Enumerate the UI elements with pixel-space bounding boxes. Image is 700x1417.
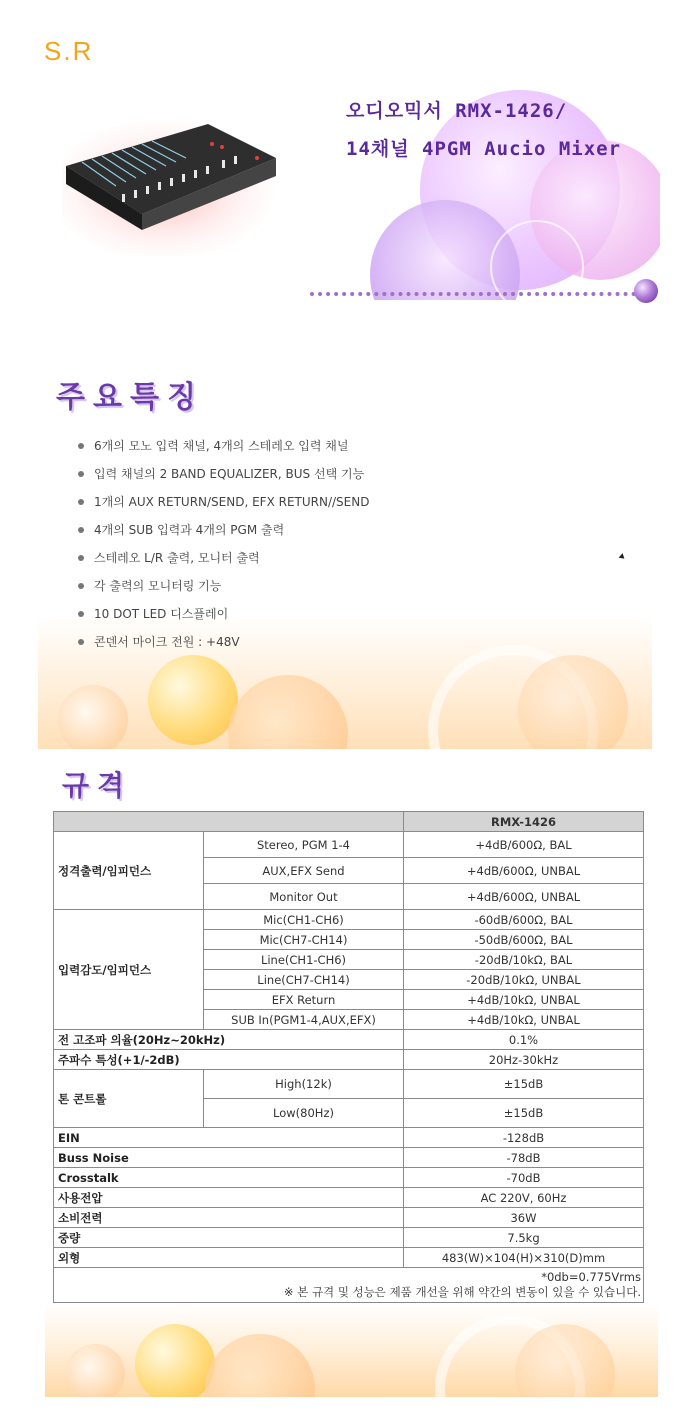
table-row: Low(80Hz) ±15dB bbox=[54, 1099, 644, 1128]
table-row: Mic(CH7-CH14) -50dB/600Ω, BAL bbox=[54, 930, 644, 950]
table-row: EIN -128dB bbox=[54, 1128, 644, 1148]
mixer-product-image bbox=[62, 118, 280, 256]
pearl-ornament-icon bbox=[634, 279, 658, 303]
features-list bbox=[74, 432, 634, 656]
brand-logo: S.R bbox=[44, 36, 94, 66]
table-row: 전 고조파 의율(20Hz~20kHz) 0.1% bbox=[54, 1030, 644, 1050]
list-item: 4개의 SUB 입력과 4개의 PGM 출력 bbox=[74, 516, 634, 544]
table-row: 정격출력/임피던스 Stereo, PGM 1-4 +4dB/600Ω, BAL bbox=[54, 832, 644, 858]
table-row bbox=[54, 812, 644, 832]
table-row: 입력감도/임피던스 Mic(CH1-CH6) -60dB/600Ω, BAL bbox=[54, 910, 644, 930]
table-row: Line(CH7-CH14) -20dB/10kΩ, UNBAL bbox=[54, 970, 644, 990]
table-row: AUX,EFX Send +4dB/600Ω, UNBAL bbox=[54, 858, 644, 884]
table-row: Monitor Out +4dB/600Ω, UNBAL bbox=[54, 884, 644, 910]
list-item: 각 출력의 모니터링 기능 bbox=[74, 572, 634, 600]
table-row: 톤 콘트롤 High(12k) ±15dB bbox=[54, 1070, 644, 1099]
hero-divider bbox=[310, 292, 636, 296]
table-row: EFX Return +4dB/10kΩ, UNBAL bbox=[54, 990, 644, 1010]
tone-label: 톤 콘트롤 bbox=[54, 1070, 204, 1128]
spec-table bbox=[53, 811, 644, 1303]
input-sens-label: 입력감도/임피던스 bbox=[54, 910, 204, 1030]
list-item: 1개의 AUX RETURN/SEND, EFX RETURN//SEND bbox=[74, 488, 634, 516]
table-row: 주파수 특성(+1/-2dB) 20Hz-30kHz bbox=[54, 1050, 644, 1070]
table-row bbox=[54, 1268, 644, 1303]
list-item: 콘덴서 마이크 전원 : +48V bbox=[74, 628, 634, 656]
list-item: 스테레오 L/R 출력, 모니터 출력 bbox=[74, 544, 634, 572]
product-title-line1: 오디오믹서 RMX-1426/ bbox=[346, 100, 568, 122]
bottom-background bbox=[45, 1304, 658, 1397]
table-row: 사용전압 AC 220V, 60Hz bbox=[54, 1188, 644, 1208]
list-item: 입력 채널의 2 BAND EQUALIZER, BUS 선택 기능 bbox=[74, 460, 634, 488]
features-heading: 주요특징 bbox=[56, 380, 204, 415]
table-row: 중량 7.5kg bbox=[54, 1228, 644, 1248]
list-item: 10 DOT LED 디스플레이 bbox=[74, 600, 634, 628]
list-item: 6개의 모노 입력 채널, 4개의 스테레오 입력 채널 bbox=[74, 432, 634, 460]
table-row: Line(CH1-CH6) -20dB/10kΩ, BAL bbox=[54, 950, 644, 970]
product-title-line2: 14채널 4PGM Aucio Mixer bbox=[346, 138, 622, 160]
table-row: 외형 483(W)×104(H)×310(D)mm bbox=[54, 1248, 644, 1268]
spec-heading: 규격 bbox=[62, 769, 133, 802]
table-row: SUB In(PGM1-4,AUX,EFX) +4dB/10kΩ, UNBAL bbox=[54, 1010, 644, 1030]
rated-output-label: 정격출력/임피던스 bbox=[54, 832, 204, 910]
table-row: Crosstalk -70dB bbox=[54, 1168, 644, 1188]
model-header: RMX-1426 bbox=[404, 812, 644, 832]
table-row: Buss Noise -78dB bbox=[54, 1148, 644, 1168]
table-row: 소비전력 36W bbox=[54, 1208, 644, 1228]
spec-note: *0db=0.775Vrms ※ 본 규격 및 성능은 제품 개선을 위해 약간의 변동이 있을 수 있습니다. bbox=[54, 1268, 644, 1303]
